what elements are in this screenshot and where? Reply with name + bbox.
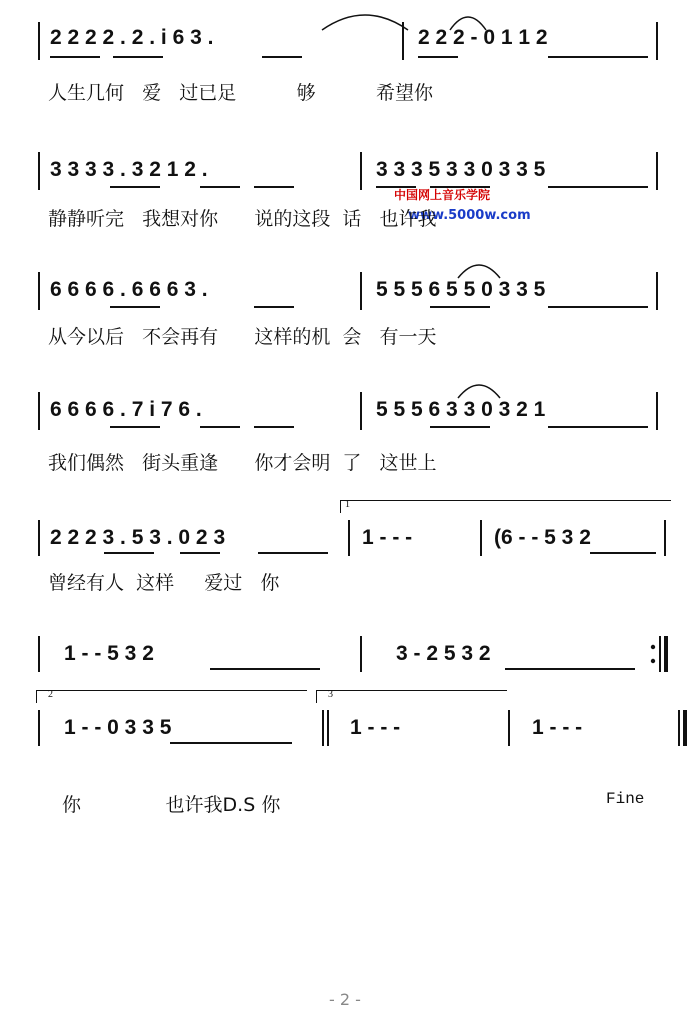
beam [548,426,648,428]
page-number: - 2 - [329,990,361,1009]
barline [664,520,666,556]
volta-number: 2 [48,689,53,700]
notes-measure: 1 - - - [350,716,401,739]
beam [110,426,160,428]
beam [200,186,240,188]
slur [456,258,502,280]
notes-measure: 6 6 6 6 . 6 6 6 3 . [50,278,208,301]
notes-measure: 2 2 2 - 0 1 1 2 [418,26,548,49]
watermark-url: www.5000w.com [408,208,531,223]
volta-bracket-1 [340,500,671,513]
barline [360,152,362,190]
beam [110,186,160,188]
beam [110,306,160,308]
beam [254,186,294,188]
barline [678,710,680,746]
volta-number: 1 [345,499,350,510]
notes-measure: 5 5 5 6 3 3 0 3 2 1 [376,398,546,421]
beam [430,306,490,308]
beam [590,552,656,554]
beam [200,426,240,428]
notes-measure: (6 - - 5 3 2 [494,526,591,549]
volta-bracket-3 [316,690,507,703]
notes-measure: 5 5 5 6 5 5 0 3 3 5 [376,278,546,301]
barline [656,392,658,430]
barline [348,520,350,556]
barline-final [683,710,687,746]
barline [38,520,40,556]
beam [180,552,220,554]
barline [38,152,40,190]
barline [322,710,324,746]
barline [38,392,40,430]
barline [38,710,40,746]
beam [210,668,320,670]
lyrics-line: 静静听完 我想对你 说的这段 话 也许我 [48,208,437,230]
barline [360,636,362,672]
barline [360,272,362,310]
lyrics-line: 曾经有人 这样 爱过 你 [48,572,280,594]
beam [418,56,458,58]
lyrics-line: 我们偶然 街头重逢 你才会明 了 这世上 [48,452,437,474]
slur [320,8,410,32]
beam [505,668,635,670]
notes-measure: 2 2 2 3 . 5 3 . 0 2 3 [50,526,226,549]
barline [508,710,510,746]
notes-measure: 1 - - - [532,716,583,739]
barline [360,392,362,430]
repeat-end-sign [648,634,670,674]
notes-measure: 1 - - 0 3 3 5 [64,716,172,739]
notes-measure: 3 3 3 5 3 3 0 3 3 5 [376,158,546,181]
slur [456,378,502,400]
beam [258,552,328,554]
beam [254,306,294,308]
barline [656,152,658,190]
beam [170,742,292,744]
beam [548,186,648,188]
fine-marking: Fine [606,790,645,808]
beam [50,56,100,58]
notes-measure: 2 2 2 2 . 2 . i 6 3 . [50,26,214,49]
slur [448,10,488,32]
beam [113,56,163,58]
barline [38,272,40,310]
notes-measure: 3 3 3 3 . 3 2 1 2 . [50,158,208,181]
barline [327,710,329,746]
notes-measure: 6 6 6 6 . 7 i 7 6 . [50,398,202,421]
notes-measure: 1 - - 5 3 2 [64,642,154,665]
beam [104,552,154,554]
volta-number: 3 [328,689,333,700]
notes-measure: 3 - 2 5 3 2 [396,642,491,665]
lyrics-line: 你 也许我D.S 你 [62,794,281,816]
beam [548,306,648,308]
barline [656,22,658,60]
volta-bracket-2 [36,690,307,703]
beam [548,56,648,58]
beam [254,426,294,428]
lyrics-line: 人生几何 爱 过已足 够 希望你 [48,82,434,104]
notes-measure: 1 - - - [362,526,413,549]
barline [38,22,40,60]
beam [262,56,302,58]
beam [430,426,490,428]
watermark-title: 中国网上音乐学院 [394,188,491,202]
lyrics-line: 从今以后 不会再有 这样的机 会 有一天 [48,326,437,348]
barline [656,272,658,310]
barline [38,636,40,672]
barline [480,520,482,556]
